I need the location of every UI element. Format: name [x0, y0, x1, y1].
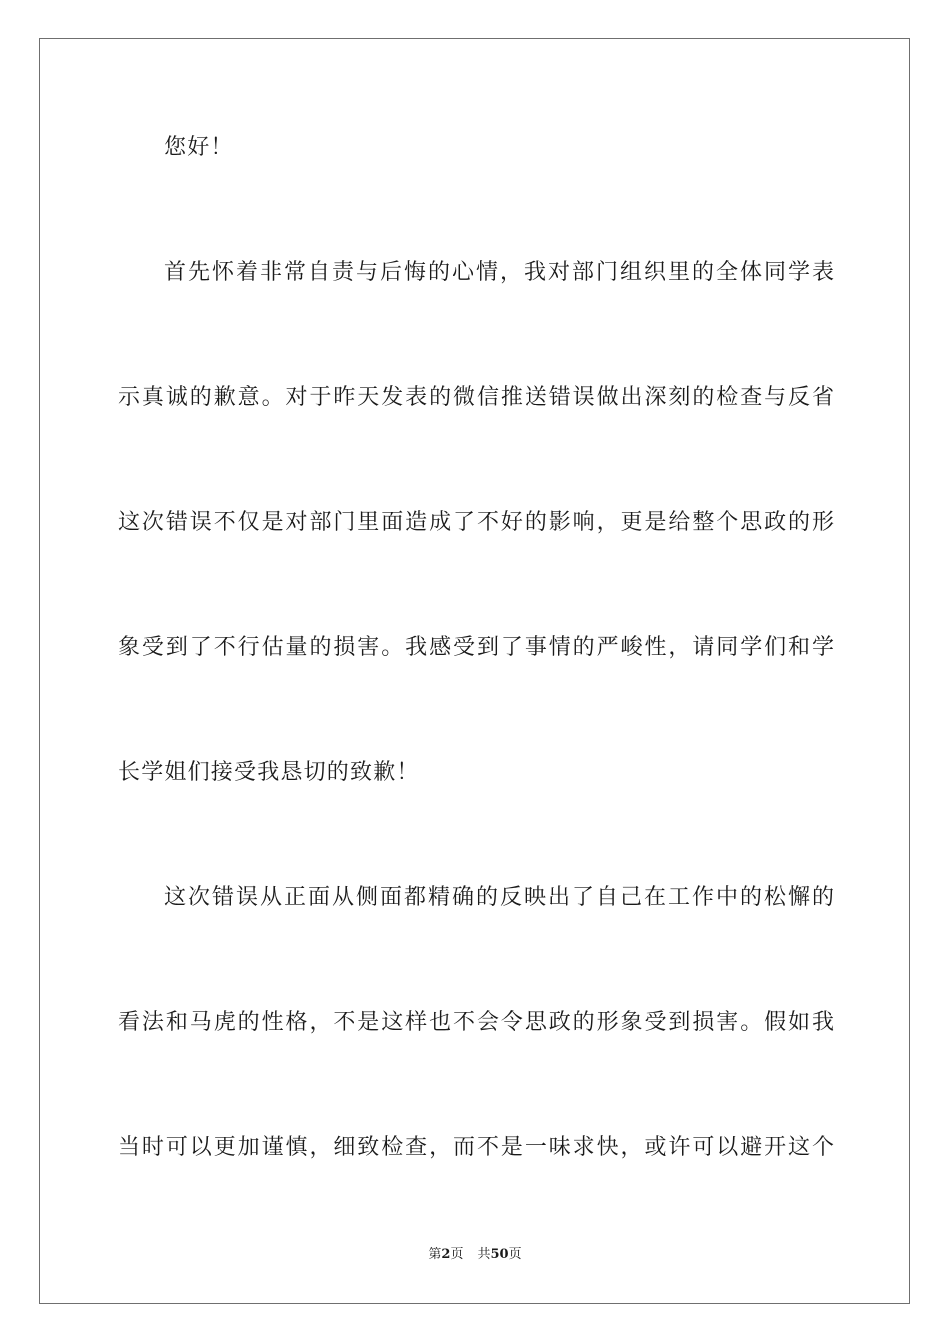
page-border	[39, 38, 910, 1304]
body-line-2: 示真诚的歉意。对于昨天发表的微信推送错误做出深刻的检查与反省	[118, 385, 834, 410]
body-line-3: 这次错误不仅是对部门里面造成了不好的影响，更是给整个思政的形	[118, 510, 834, 535]
footer-page-prefix: 第	[428, 1247, 442, 1262]
body-line-5: 长学姐们接受我恳切的致歉！	[118, 760, 420, 785]
footer-page-number: 2	[441, 1247, 451, 1262]
greeting-line: 您好！	[164, 135, 234, 160]
footer-page-suffix: 页	[450, 1247, 464, 1262]
body-line-1: 首先怀着非常自责与后悔的心情，我对部门组织里的全体同学表	[164, 260, 834, 285]
body-line-4: 象受到了不行估量的损害。我感受到了事情的严峻性，请同学们和学	[118, 635, 834, 660]
footer-total-number: 50	[490, 1247, 509, 1262]
body-line-8: 当时可以更加谨慎，细致检查，而不是一味求快，或许可以避开这个	[118, 1135, 834, 1160]
footer-total-suffix: 页	[508, 1247, 522, 1262]
body-line-6: 这次错误从正面从侧面都精确的反映出了自己在工作中的松懈的	[164, 885, 834, 910]
body-line-7: 看法和马虎的性格，不是这样也不会令思政的形象受到损害。假如我	[118, 1010, 834, 1035]
footer-total-prefix: 共	[477, 1247, 491, 1262]
page-footer	[0, 1246, 950, 1264]
